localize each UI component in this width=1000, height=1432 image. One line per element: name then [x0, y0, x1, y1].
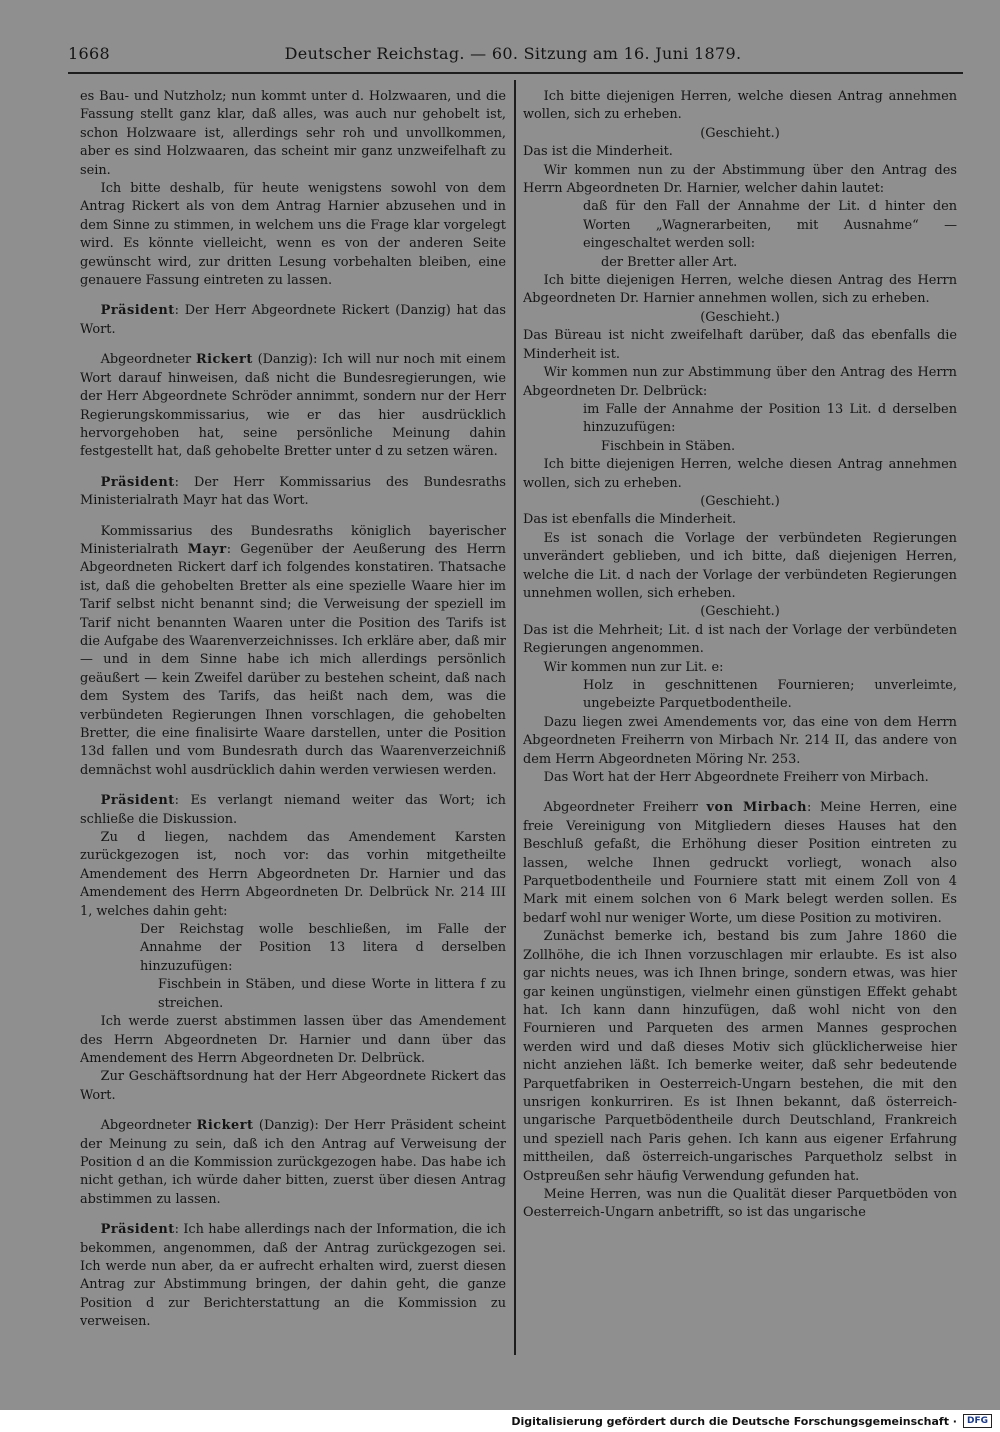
paragraph-text: Holz in geschnittenen Fournieren; unverleimte, ungebeizte Parquetbodentheile.: [583, 678, 957, 712]
paragraph: [523, 659, 957, 677]
paragraph: [523, 511, 957, 529]
paragraph-text: Zur Geschäftsordnung hat der Herr Abgeordnete Rickert das Wort.: [80, 1069, 506, 1103]
paragraph-text: Das Büreau ist nicht zweifelhaft darüber, daß das ebenfalls die Minderheit ist.: [523, 328, 957, 362]
speaker-role: Kommissarius des Bundesraths königlich bayerischer Ministerialrath: [80, 523, 506, 557]
speaker-name: Präsident: [100, 474, 175, 490]
header-rule: [68, 72, 963, 74]
paragraph-text: Das ist ebenfalls die Minderheit.: [523, 512, 737, 528]
quoted-motion: [80, 921, 506, 976]
paragraph: [523, 530, 957, 604]
speech-paragraph: [80, 1117, 506, 1209]
paragraph: [523, 143, 957, 161]
paragraph: [80, 180, 506, 290]
quoted-motion: [523, 438, 957, 456]
stage-direction: [523, 125, 957, 143]
paragraph-text: : Ich habe allerdings nach der Information, die ich bekommen, angenommen, daß der Antrag zurückgezogen sei. Ich werde nun aber, da er aufrecht erhalten wird, zuerst diesen Antrag zur Abstimmung bringen, der dahin geht, die ganze Position d zur Berichterstattung an die Kommission zu verweisen.: [80, 1222, 506, 1330]
quoted-motion: [523, 677, 957, 714]
footer: [511, 1414, 992, 1428]
paragraph: [523, 714, 957, 769]
speaker-name: Präsident: [100, 303, 175, 319]
paragraph-text: : Der Herr Kommissarius des Bundesraths Ministerialrath Mayr hat das Wort.: [80, 474, 506, 509]
paragraph-text: Fischbein in Stäben, und diese Worte in littera f zu streichen.: [158, 977, 506, 1011]
page-number: 1668: [68, 44, 110, 63]
stage-direction: [523, 309, 957, 327]
speaker-name: Präsident: [100, 793, 175, 809]
paragraph-text: : Gegenüber der Aeußerung des Herrn Abgeordneten Rickert darf ich folgendes konstatiren. Thatsache ist, daß die gehobelten Bretter als eine spezielle Waare hier im Tarif selbst nicht benannt sind; die Verweisung der speziell im Tarif nicht benannten Waaren unter die Position des Tarifs ist die Aufgabe des Waarenverzeichnisses. Ich erkläre aber, daß mir — und in dem Sinne habe ich mich allerdings persönlich geäußert — kein Zweifel darüber zu bestehen scheint, daß nach dem System des Tarifs, das heißt nach dem, was die verbündeten Regierungen Ihnen vorschlagen, die gehobelten Bretter, die eine finalisirte Waare darstellen, unter die Position 13d fallen und vom Bundesrath durch das Waarenverzeichniß demnächst wohl ausdrücklich dahin werden verwiesen werden.: [80, 541, 506, 778]
paragraph: [80, 88, 506, 180]
paragraph-text: (Danzig): Ich will nur noch mit einem Wort darauf hinweisen, daß nicht die Bundesregierungen, wie der Herr Abgeordnete Schröder annimmt, sondern nur der Herr Regierungskommissarius, wie er das hier ausdrücklich hervorgehoben hat, seine persönliche Meinung dahin festgestellt hat, daß gehobelte Bretter unter d zu setzen wären.: [80, 352, 506, 460]
quoted-motion: [80, 976, 506, 1013]
paragraph: [80, 829, 506, 921]
speaker-name: Präsident: [100, 1222, 175, 1238]
speaker-role: Abgeordneter Freiherr: [543, 800, 707, 816]
paragraph-text: Wir kommen nun zur Abstimmung über den Antrag des Herrn Abgeordneten Dr. Delbrück:: [523, 365, 957, 399]
paragraph-text: daß für den Fall der Annahme der Lit. d hinter den Worten „Wagnerarbeiten, mit Ausnahme“ — eingeschaltet werden soll:: [583, 199, 957, 252]
paragraph-text: Ich bitte deshalb, für heute wenigstens sowohl von dem Antrag Rickert als von dem Antrag Harnier abzusehen und in dem Sinne zu stimmen, in welchem uns die Frage klar vorgelegt wird. Es könnte vielleicht, wenn es von der anderen Seite gewünscht wird, zur dritten Lesung vorbehalten bleiben, eine genauere Fassung eintreten zu lassen.: [80, 181, 506, 289]
right-column: [523, 88, 957, 1353]
speech-paragraph: [80, 474, 506, 511]
paragraph-text: (Danzig): Der Herr Präsident scheint der Meinung zu sein, daß ich den Antrag auf Verweisung der Position d an die Kommission zurückgezogen habe. Das habe ich nicht gethan, ich würde daher bitten, zuerst über diesen Antrag abstimmen zu lassen.: [80, 1118, 506, 1207]
paragraph: [80, 1068, 506, 1105]
paragraph-text: (Geschieht.): [700, 125, 780, 141]
speech-paragraph: [80, 1221, 506, 1331]
paragraph-text: Wir kommen nun zu der Abstimmung über den Antrag des Herrn Abgeordneten Dr. Harnier, welcher dahin lautet:: [523, 162, 957, 197]
paragraph-text: (Geschieht.): [700, 309, 780, 325]
paragraph-text: Dazu liegen zwei Amendements vor, das eine von dem Herrn Abgeordneten Freiherrn von Mirbach Nr. 214 II, das andere von dem Herrn Abgeordneten Möring Nr. 253.: [523, 714, 957, 767]
paragraph-text: Wir kommen nun zur Lit. e:: [543, 659, 724, 675]
paragraph-text: Fischbein in Stäben.: [601, 438, 736, 454]
quoted-motion: [523, 254, 957, 272]
column-divider: [514, 80, 516, 1355]
speaker-name: von Mirbach: [706, 800, 808, 816]
paragraph: [523, 272, 957, 309]
stage-direction: [523, 493, 957, 511]
paragraph: [523, 88, 957, 125]
paragraph-text: Ich bitte diejenigen Herren, welche diesen Antrag des Herrn Abgeordneten Dr. Harnier annehmen wollen, sich zu erheben.: [523, 273, 957, 307]
paragraph-text: : Es verlangt niemand weiter das Wort; ich schließe die Diskussion.: [80, 793, 506, 827]
paragraph: [523, 769, 957, 787]
paragraph-text: (Geschieht.): [700, 493, 780, 509]
paragraph-text: der Bretter aller Art.: [601, 254, 738, 270]
paragraph: [523, 1186, 957, 1223]
speech-paragraph: [80, 351, 506, 461]
paragraph-text: Das ist die Minderheit.: [523, 144, 673, 160]
footer-credit: Digitalisierung gefördert durch die Deutsche Forschungsgemeinschaft ·: [511, 1414, 957, 1428]
paragraph-text: Das Wort hat der Herr Abgeordnete Freiherr von Mirbach.: [543, 770, 929, 786]
left-column: [80, 88, 506, 1353]
quoted-motion: [523, 401, 957, 438]
speaker-name: Rickert: [196, 1118, 254, 1134]
paragraph: [523, 327, 957, 364]
paragraph-text: Zu d liegen, nachdem das Amendement Karsten zurückgezogen ist, noch vor: das vorhin mitgetheilte Amendement des Herrn Abgeordneten Dr. Harnier und das Amendement des Herrn Abgeordneten Dr. Delbrück Nr. 214 III 1, welches dahin geht:: [80, 830, 506, 919]
paragraph: [80, 1013, 506, 1068]
speech-paragraph: [523, 799, 957, 928]
speech-paragraph: [80, 792, 506, 829]
paragraph-text: Ich bitte diejenigen Herren, welche diesen Antrag annehmen wollen, sich zu erheben.: [523, 457, 957, 491]
paragraph: [523, 364, 957, 401]
speech-paragraph: [80, 523, 506, 781]
paragraph-text: im Falle der Annahme der Position 13 Lit. d derselben hinzuzufügen:: [583, 401, 957, 436]
paragraph-text: Ich werde zuerst abstimmen lassen über das Amendement des Herrn Abgeordneten Dr. Harnier und dann über das Amendement des Herrn Abgeordneten Dr. Delbrück.: [80, 1014, 506, 1066]
paragraph: [523, 162, 957, 199]
speaker-name: Rickert: [195, 352, 253, 368]
paragraph-text: : Der Herr Abgeordnete Rickert (Danzig) hat das Wort.: [80, 303, 506, 337]
paragraph: [523, 928, 957, 1186]
dfg-logo: DFG: [963, 1414, 992, 1428]
paragraph-text: Zunächst bemerke ich, bestand bis zum Jahre 1860 die Zollhöhe, die ich Ihnen vorzuschlagen mir erlaubte. Es ist also gar nichts neues, was ich Ihnen bringe, sondern etwas, was hier gar keinen ungünstigen, vielmehr einen günstigen Effekt gehabt hat. Ich kann dann hinzufügen, daß wohl nicht von den Fournieren und Parqueten des armen Mannes gesprochen werden wird und daß dieses Motiv sich glücklicherweise hier nicht anziehen läßt. Ich bemerke weiter, daß sehr bedeutende Parquetfabriken in Oesterreich-Ungarn bestehen, die mit den unsrigen konkurriren. Es ist Ihnen bekannt, daß österreich-ungarische Parquetbödentheile durch Deutschland, Frankreich und speziell nach Paris gehen. Ich kann aus eigener Erfahrung mittheilen, daß österreich-ungarisches Parquetholz selbst in Ostpreußen sehr häufig Verwendung gefunden hat.: [523, 929, 957, 1184]
speech-paragraph: [80, 302, 506, 339]
paragraph-text: (Geschieht.): [700, 604, 780, 620]
paragraph: [523, 622, 957, 659]
paragraph-text: Das ist die Mehrheit; Lit. d ist nach der Vorlage der verbündeten Regierungen angenommen.: [523, 622, 957, 657]
paragraph-text: Meine Herren, was nun die Qualität dieser Parquetböden von Oesterreich-Ungarn anbetrifft, so ist das ungarische: [523, 1186, 957, 1221]
speaker-role: Abgeordneter: [100, 352, 196, 368]
paragraph-text: : Meine Herren, eine freie Vereinigung von Mitgliedern dieses Hauses hat den Beschluß gefaßt, die Erhöhung dieser Position eintreten zu lassen, welche Ihnen gedruckt vorliegt, wonach also Parquetbodentheile und Fourniere statt mit einem Zoll von 4 Mark mit einem solchen von 6 Mark belegt werden sollen. Es bedarf wohl nur weniger Worte, um diese Position zu motiviren.: [523, 800, 957, 926]
paragraph-text: es Bau- und Nutzholz; nun kommt unter d. Holzwaaren, und die Fassung stellt ganz klar, daß alles, was auch nur gehobelt ist, schon Holzwaare ist, allerdings sehr roh und unvollkommen, aber es sind Holzwaaren, das scheint mir ganz unzweifelhaft zu sein.: [80, 89, 506, 178]
stage-direction: [523, 603, 957, 621]
paragraph: [523, 456, 957, 493]
running-title: Deutscher Reichstag. — 60. Sitzung am 16. Juni 1879.: [284, 44, 742, 63]
paragraph-text: Ich bitte diejenigen Herren, welche diesen Antrag annehmen wollen, sich zu erheben.: [523, 89, 957, 123]
paragraph-text: Es ist sonach die Vorlage der verbündeten Regierungen unverändert geblieben, und ich bitte, daß diejenigen Herren, welche die Lit. d nach der Vorlage der verbündeten Regierungen unnehmen wollen, sich erheben.: [523, 530, 957, 601]
paragraph-text: Der Reichstag wolle beschließen, im Falle der Annahme der Position 13 litera d derselben hinzuzufügen:: [140, 922, 506, 974]
page-header: [68, 44, 958, 70]
quoted-motion: [523, 198, 957, 253]
speaker-role: Abgeordneter: [100, 1118, 197, 1134]
speaker-name: Mayr: [187, 541, 227, 557]
